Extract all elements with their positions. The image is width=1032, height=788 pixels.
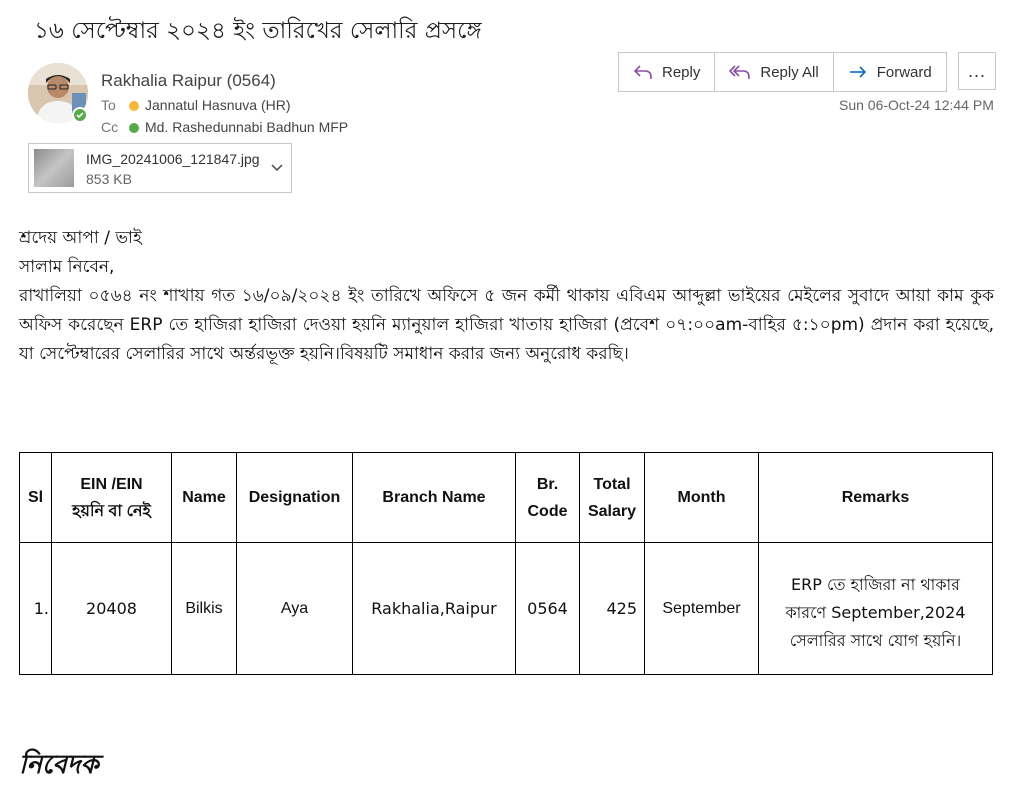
greeting-line-2: সালাম নিবেন,	[19, 257, 115, 277]
col-branch: Branch Name	[353, 453, 516, 543]
cc-label: Cc	[101, 119, 119, 135]
col-ein-line-1: EIN /EIN	[80, 475, 143, 493]
email-subject: ১৬ সেপ্টেম্বার ২০২৪ ইং তারিখের সেলারি প্রসঙ্গে	[34, 18, 482, 44]
col-sl: Sl	[20, 453, 52, 543]
forward-icon	[848, 64, 868, 80]
col-ein	[52, 453, 172, 543]
greeting-line-1: শ্রদেয় আপা / ভাই	[19, 228, 142, 248]
remarks-line-1: ERP তে হাজিরা না থাকার	[791, 575, 960, 594]
col-ein-line-2: হয়নি বা নেই	[72, 502, 151, 520]
image-thumbnail-icon	[34, 149, 74, 187]
table-header-row	[20, 453, 993, 543]
reply-all-button[interactable]	[715, 53, 833, 91]
reply-icon	[633, 64, 653, 80]
forward-button[interactable]	[834, 53, 946, 91]
forward-label: Forward	[876, 63, 932, 81]
attachment-size: 853 KB	[86, 171, 132, 187]
remarks-line-2: কারণে September,2024	[785, 603, 966, 622]
cc-row	[101, 119, 348, 137]
col-br-code	[516, 453, 580, 543]
cell-month: September	[645, 543, 759, 675]
message-body	[19, 224, 994, 369]
cell-name: Bilkis	[172, 543, 237, 675]
cell-sl: 1.	[20, 543, 52, 675]
cell-ein: 20408	[52, 543, 172, 675]
to-row	[101, 97, 291, 115]
cell-br-code: 0564	[516, 543, 580, 675]
table-row	[20, 543, 993, 675]
col-remarks: Remarks	[759, 453, 993, 543]
reply-label: Reply	[662, 63, 701, 81]
salary-table	[19, 452, 993, 675]
col-br-code-line-2: Code	[527, 502, 568, 520]
signature-heading: নিবেদক	[19, 750, 99, 780]
col-salary-line-2: Salary	[587, 502, 637, 520]
presence-available-icon	[129, 123, 139, 133]
cc-recipient[interactable]: Md. Rashedunnabi Badhun MFP	[145, 119, 349, 135]
message-actions	[618, 52, 947, 92]
col-name: Name	[172, 453, 237, 543]
reply-button[interactable]	[619, 53, 715, 91]
chevron-down-icon[interactable]	[269, 159, 285, 175]
col-salary	[580, 453, 645, 543]
body-paragraph: রাখালিয়া ০৫৬৪ নং শাখায় গত ১৬/০৯/২০২৪ ইং তারিখে অফিসে ৫ জন কর্মী থাকায় এবিএম আব্দুল্লা ভাইয়ের মেইলের সুবাদে আয়া কাম কুক অফিস করেছেন ERP তে হাজিরা হাজিরা দেওয়া হয়নি ম্যানুয়াল হাজিরা খাতায় হাজিরা (প্রবেশ ০৭:০০am-বাহির ৫:১০pm) প্রদান করা হয়েছে, যা সেপ্টেম্বারের সেলারির সাথে অর্ন্তরভূক্ত হয়নি।বিষয়টি সমাধান করার জন্য অনুরোধ করছি।	[19, 286, 994, 364]
attachment-name: IMG_20241006_121847.jpg	[86, 151, 260, 167]
sent-date: Sun 06-Oct-24 12:44 PM	[839, 97, 994, 113]
col-month: Month	[645, 453, 759, 543]
col-salary-line-1: Total	[593, 475, 631, 493]
cell-remarks	[759, 543, 993, 675]
reply-all-label: Reply All	[760, 63, 819, 81]
remarks-line-3: সেলারির সাথে যোগ হয়নি।	[789, 631, 962, 650]
attachment-card[interactable]	[28, 143, 292, 193]
sender-name[interactable]: Rakhalia Raipur (0564)	[101, 71, 276, 90]
col-designation: Designation	[237, 453, 353, 543]
more-icon: ...	[967, 60, 986, 81]
cell-branch: Rakhalia,Raipur	[353, 543, 516, 675]
more-actions-button[interactable]	[958, 52, 996, 90]
presence-available-icon	[72, 107, 88, 123]
presence-away-icon	[129, 101, 139, 111]
reply-all-icon	[729, 64, 751, 80]
cell-salary: 425	[580, 543, 645, 675]
to-recipient[interactable]: Jannatul Hasnuva (HR)	[145, 97, 291, 113]
cell-designation: Aya	[237, 543, 353, 675]
col-br-code-line-1: Br.	[536, 475, 559, 493]
to-label: To	[101, 97, 116, 113]
